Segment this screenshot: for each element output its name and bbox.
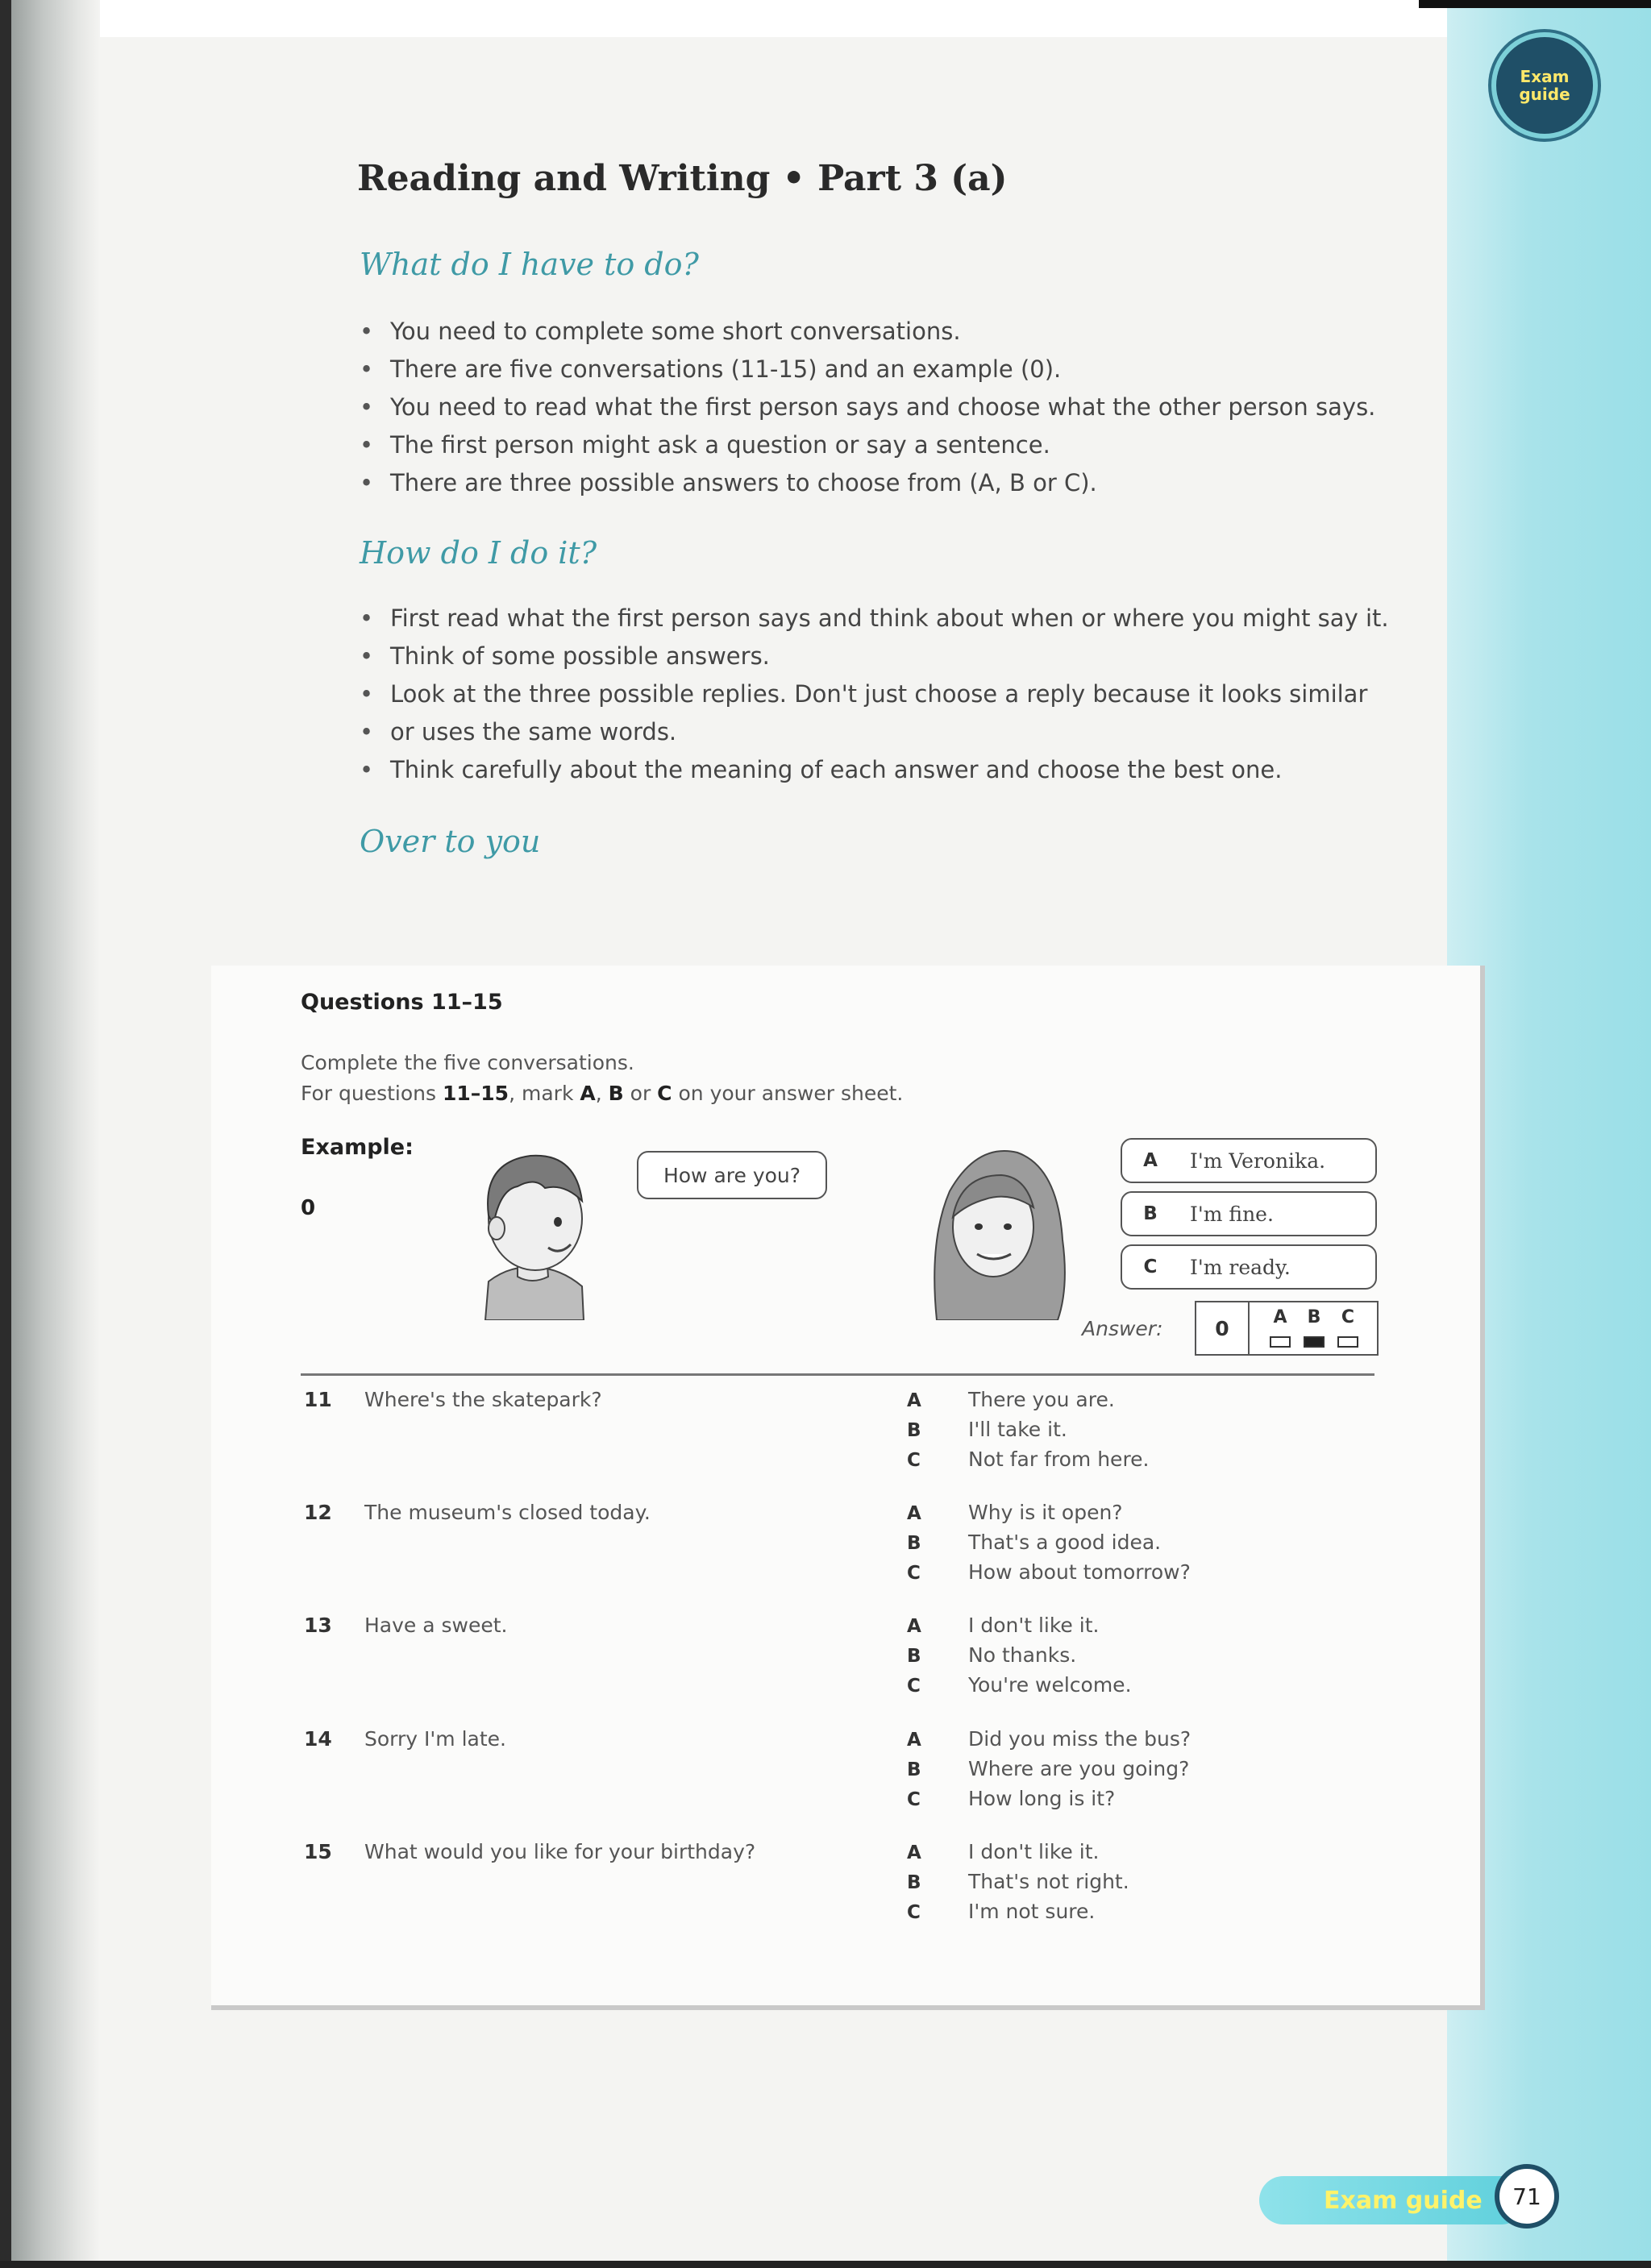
option-row: B Where are you going? [907,1757,1190,1780]
bullet-item: • First read what the first person says and think about when or where you might say it. [360,600,1389,638]
option-row: C I'm not sure. [907,1900,1096,1923]
example-option-a [1121,1138,1377,1183]
option-row: B No thanks. [907,1643,1077,1667]
bullet-item: • You need to read what the first person says and choose what the other person says. [360,388,1375,426]
answer-box-b-selected [1304,1336,1325,1348]
page-number: 71 [1495,2164,1559,2229]
exam-guide-badge [1491,32,1598,139]
page-bottom-edge [0,2261,1651,2268]
question-text: Sorry I'm late. [364,1727,506,1751]
answer-grid [1195,1301,1379,1356]
option-row: B That's a good idea. [907,1531,1162,1554]
boy-illustration [461,1138,598,1320]
option-letter: A [1143,1150,1158,1171]
question-number: 11 [304,1388,332,1411]
example-speech-text: How are you? [663,1163,801,1187]
option-text: I'm Veronika. [1190,1149,1326,1173]
what-bullet-list [360,313,1375,502]
question-text: Have a sweet. [364,1614,508,1637]
question-options [907,1837,1129,1926]
spine-shadow [11,0,100,2268]
bullet-item: • You need to complete some short conversations. [360,313,1375,351]
footer-exam-guide-tab [1259,2176,1525,2224]
option-row: A I don't like it. [907,1614,1100,1637]
option-row: B That's not right. [907,1870,1129,1893]
section-heading-how: How do I do it? [360,535,597,571]
example-option-b [1121,1191,1377,1236]
question-number: 14 [304,1727,332,1751]
instruction-line-2: For questions 11–15, mark A, B or C on your answer sheet. [301,1082,904,1105]
section-heading-what: What do I have to do? [360,247,699,282]
page-top-edge [0,0,1651,37]
question-options [907,1610,1132,1700]
option-row: C You're welcome. [907,1673,1132,1697]
answer-number: 0 [1196,1302,1250,1354]
option-text: I'm fine. [1190,1202,1274,1226]
bullet-item: • Look at the three possible replies. Don't just choose a reply because it looks similar [360,675,1389,713]
bullet-item: • Think of some possible answers. [360,638,1389,675]
option-letter: C [1143,1257,1158,1277]
answer-box-a [1270,1336,1291,1348]
example-option-c [1121,1244,1377,1290]
bullet-item: • There are three possible answers to choose from (A, B or C). [360,464,1375,502]
option-row: A Did you miss the bus? [907,1727,1191,1751]
bullet-continuation: • or uses the same words. [360,713,1389,751]
girl-illustration [921,1143,1074,1320]
answer-label: Answer: [1082,1317,1163,1340]
question-number: 13 [304,1614,332,1637]
exam-guide-badge-label: Exam guide [1519,67,1570,104]
footer-tab-label: Exam guide [1324,2186,1483,2215]
questions-title: Questions 11–15 [301,990,503,1015]
option-row: B I'll take it. [907,1418,1067,1441]
option-row: A Why is it open? [907,1501,1123,1524]
question-number: 15 [304,1840,332,1863]
instruction-line-1: Complete the five conversations. [301,1051,634,1074]
option-row: A There you are. [907,1388,1115,1411]
example-label: Example: [301,1135,414,1160]
option-row: C Not far from here. [907,1448,1150,1471]
question-text: The museum's closed today. [364,1501,651,1524]
answer-letter-a: A [1273,1307,1287,1327]
question-text: Where's the skatepark? [364,1388,602,1411]
option-row: C How long is it? [907,1787,1116,1810]
question-options [907,1497,1191,1587]
answer-box-c [1337,1336,1358,1348]
bullet-item: • Think carefully about the meaning of each answer and choose the best one. [360,751,1389,789]
option-row: A I don't like it. [907,1840,1100,1863]
answer-letter-b: B [1307,1307,1321,1327]
question-text: What would you like for your birthday? [364,1840,756,1863]
page-title: Reading and Writing • Part 3 (a) [357,158,1008,199]
question-options [907,1385,1150,1474]
question-options [907,1724,1191,1813]
how-bullet-list [360,600,1389,789]
book-spine [0,0,11,2268]
option-letter: B [1143,1203,1158,1224]
example-divider [301,1373,1374,1376]
bullet-item: • There are five conversations (11-15) and an example (0). [360,351,1375,388]
example-speech-bubble [637,1151,827,1199]
question-number: 12 [304,1501,332,1524]
option-row: C How about tomorrow? [907,1560,1191,1584]
right-top-bar [1419,0,1651,8]
section-heading-over: Over to you [360,824,541,859]
bullet-item: • The first person might ask a question or say a sentence. [360,426,1375,464]
option-text: I'm ready. [1190,1255,1291,1279]
example-number: 0 [301,1196,316,1220]
answer-letter-c: C [1341,1307,1355,1327]
